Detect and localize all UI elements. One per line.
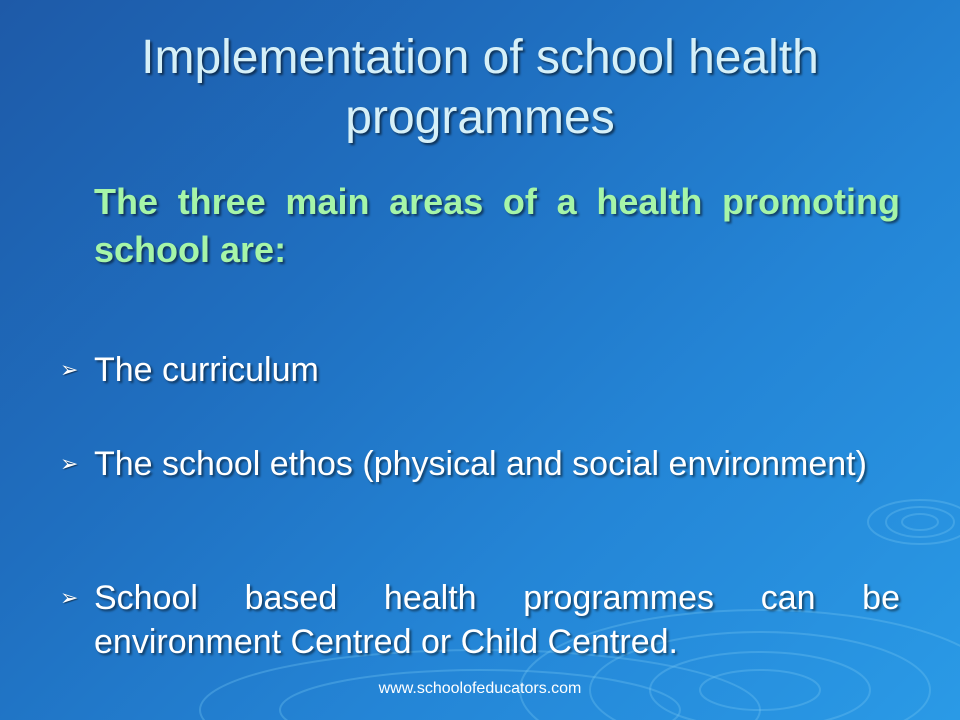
slide-subtitle: The three main areas of a health promoting school are: <box>94 181 900 270</box>
bullet-text: School based health programmes can be environment Centred or Child Centred. <box>94 579 900 661</box>
arrow-bullet-icon: ➢ <box>60 585 79 610</box>
bullet-text: The school ethos (physical and social environment) <box>94 445 867 483</box>
arrow-bullet-icon: ➢ <box>60 357 79 382</box>
bullet-item <box>60 442 900 486</box>
slide-title: Implementation of school health programmes <box>141 31 819 144</box>
bullet-text: The curriculum <box>94 351 319 389</box>
arrow-bullet-icon: ➢ <box>60 451 79 476</box>
footer-url: www.schoolofeducators.com <box>378 680 582 697</box>
bullet-item <box>60 348 900 392</box>
bullet-item <box>60 576 900 664</box>
